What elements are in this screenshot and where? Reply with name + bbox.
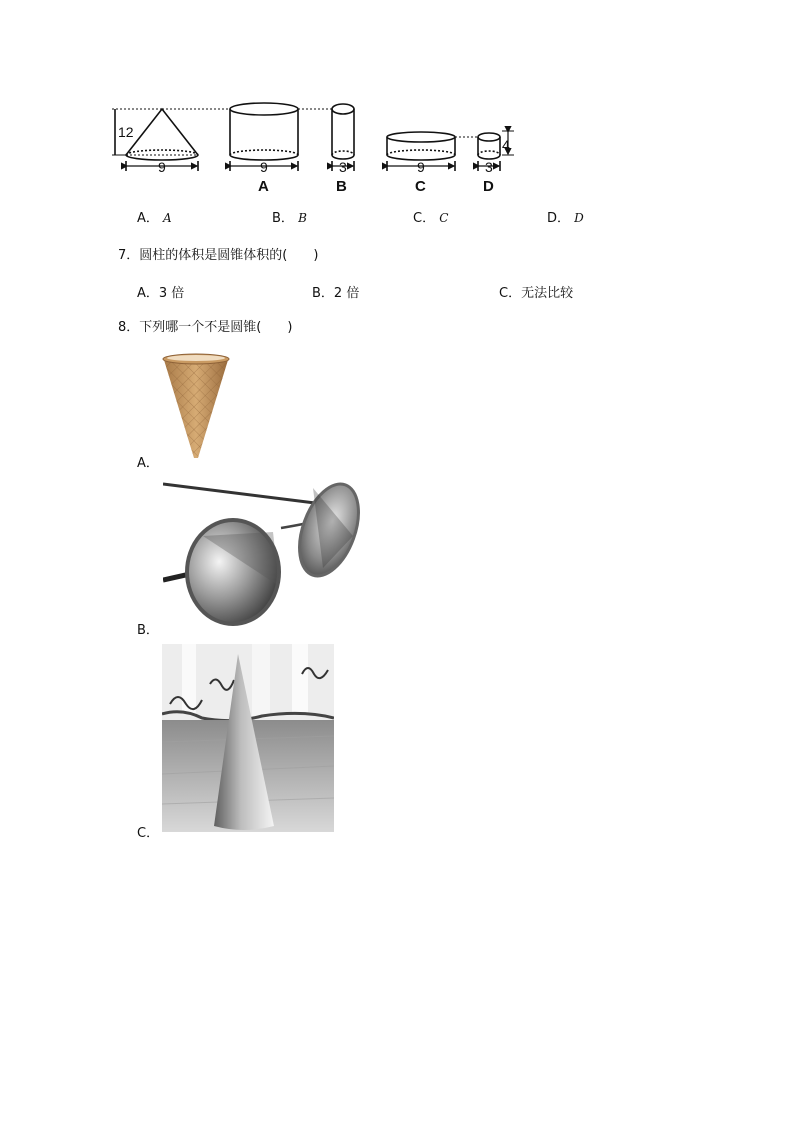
q6-option-a[interactable] <box>137 207 172 226</box>
q7-option-c[interactable]: C．无法比较 <box>499 286 574 301</box>
q8-option-c-label[interactable]: C． <box>137 826 160 841</box>
option-value: A <box>163 211 172 225</box>
cyl-b-diameter-label: 3 <box>339 159 347 175</box>
q7-stem: 7．圆柱的体积是圆锥体积的( ) <box>118 248 319 263</box>
q6-option-b[interactable] <box>272 207 307 226</box>
option-prefix: D． <box>547 211 571 226</box>
cone-height-label: 12 <box>118 124 134 140</box>
option-value: B <box>298 211 307 225</box>
q8-option-b-label[interactable]: B． <box>137 623 159 638</box>
cyl-c-diameter-label: 9 <box>417 159 425 175</box>
cone-model-image[interactable] <box>162 644 334 832</box>
cyl-d-diameter-label: 3 <box>485 159 493 175</box>
q7-option-b[interactable]: B．2 倍 <box>312 286 360 301</box>
q8-stem: 8．下列哪一个不是圆锥( ) <box>118 320 293 335</box>
ice-cream-cone-image[interactable] <box>160 350 232 460</box>
q6-option-d[interactable] <box>547 207 584 226</box>
solid-label-d: D <box>483 178 494 195</box>
cyl-d-height-label: 4 <box>502 137 510 153</box>
q7-option-a[interactable]: A．3 倍 <box>137 286 185 301</box>
q8-option-a-label[interactable]: A． <box>137 456 159 471</box>
solid-label-b: B <box>336 178 347 195</box>
q6-option-c[interactable] <box>413 207 448 226</box>
option-prefix: B． <box>272 211 294 226</box>
cone-diameter-label: 9 <box>158 159 166 175</box>
option-prefix: A． <box>137 211 159 226</box>
solids-figure <box>110 95 520 200</box>
option-prefix: C． <box>413 211 436 226</box>
option-value: D <box>574 211 584 225</box>
cone-sunglasses-image[interactable] <box>163 476 363 630</box>
solid-label-c: C <box>415 178 426 195</box>
cyl-a-diameter-label: 9 <box>260 159 268 175</box>
solid-label-a: A <box>258 178 269 195</box>
option-value: C <box>439 211 449 225</box>
